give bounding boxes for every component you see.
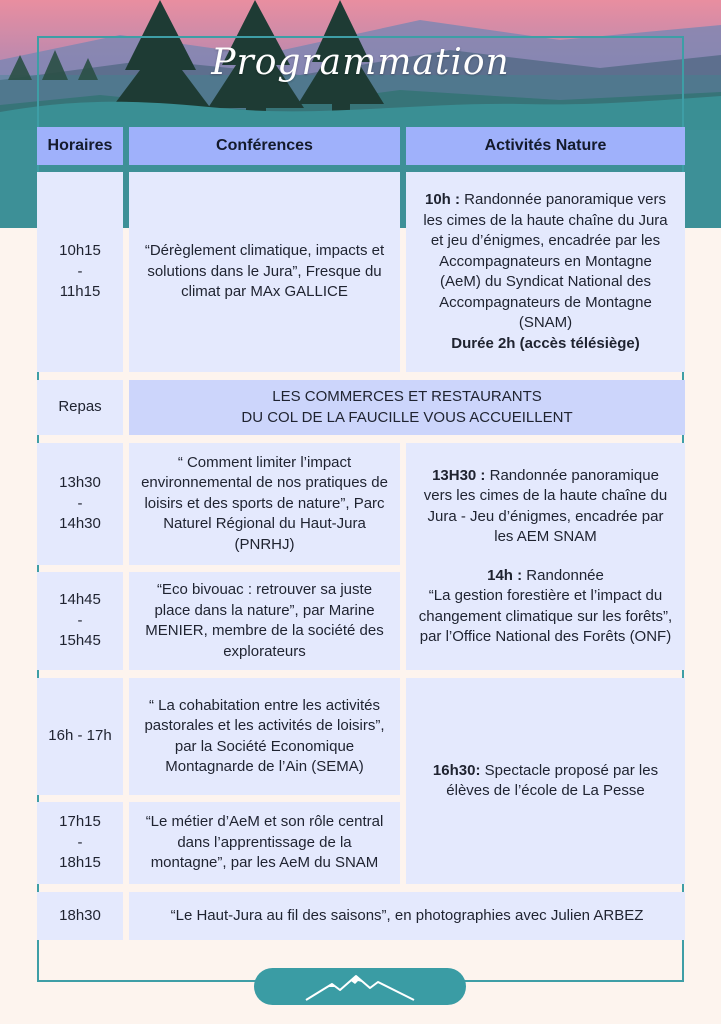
time-cell-row2 [37, 443, 123, 565]
activity-time: 10h : [424, 191, 460, 208]
activity-time: 13H30 : [432, 466, 486, 484]
header-horaires: Horaires [37, 127, 123, 165]
time-separator: - [77, 262, 83, 280]
page-title: Programmation [211, 42, 510, 83]
header-activites-nature: Activités Nature [406, 127, 685, 165]
time-separator: - [77, 611, 83, 629]
time-separator: - [77, 833, 83, 851]
activity-line: et jeu d’énigmes, encadrée par les Accompagnateurs en Montagne (AeM) du Syndicat National des Accompagnateurs de Montagne (SNAM) [430, 232, 661, 331]
activity-text [418, 466, 673, 548]
activity-duration: Durée 2h (accès télésiège) [451, 334, 640, 352]
time-start: 17h15 [59, 813, 101, 831]
time-cell-repas: Repas [37, 380, 123, 435]
time-end: 18h15 [59, 854, 101, 872]
time-start: 13h30 [59, 474, 101, 492]
activity-time: 16h30: [432, 761, 481, 779]
activity-text [420, 761, 671, 802]
activity-line: Randonnée panoramique [464, 191, 634, 208]
repas-line: DU COL DE LA FAUCILLE VOUS ACCUEILLENT [241, 408, 573, 426]
time-end: 14h30 [59, 515, 101, 533]
closing-cell-row6: “Le Haut-Jura au fil des saisons”, en photographies avec Julien ARBEZ [129, 892, 685, 940]
activity-description: Spectacle proposé par les élèves de l’école de La Pesse [446, 761, 659, 799]
activity-description: Randonnée [526, 566, 604, 584]
repas-line: LES COMMERCES ET RESTAURANTS [272, 388, 542, 405]
time-cell-row5 [37, 802, 123, 884]
activity-line: vers les cimes de la haute chaîne du Jura [423, 191, 668, 229]
time-separator: - [77, 494, 83, 512]
activity-cell-afternoon [406, 443, 685, 670]
conference-cell-row5: “Le métier d’AeM et son rôle central dans l’apprentissage de la montagne”, par les AeM du SNAM [129, 802, 400, 884]
repas-cell [129, 380, 685, 435]
activity-cell-row1 [406, 172, 685, 372]
time-cell-row4: 16h - 17h [37, 678, 123, 795]
header-conferences: Conférences [129, 127, 400, 165]
time-end: 11h15 [59, 283, 101, 301]
mountain-icon [304, 972, 416, 1002]
conference-cell-row2: “ Comment limiter l’impact environnemental de nos pratiques de loisirs et des sports de nature”, Parc Naturel Régional du Haut-Jura (PNRHJ) [129, 443, 400, 565]
activity-text [418, 190, 673, 231]
time-cell-row3 [37, 572, 123, 670]
activity-description: Randonnée panoramique vers les cimes de la haute chaîne du Jura - Jeu d’énigmes, encadrée par les AEM SNAM [423, 466, 668, 545]
time-start: 10h15 [59, 242, 101, 260]
conference-cell-row4: “ La cohabitation entre les activités pastorales et les activités de loisirs”, par la Société Economique Montagnarde de l’Ain (SEMA) [129, 678, 400, 795]
time-end: 15h45 [59, 632, 101, 650]
activity-text [487, 566, 604, 587]
activity-cell-evening [406, 678, 685, 884]
conference-cell-row3: “Eco bivouac : retrouver sa juste place dans la nature”, par Marine MENIER, membre de la société des explorateurs [129, 572, 400, 670]
activity-time: 14h : [487, 566, 523, 584]
time-start: 14h45 [59, 591, 101, 609]
time-cell-row6: 18h30 [37, 892, 123, 940]
time-cell-row1 [37, 172, 123, 372]
footer-pill [254, 968, 466, 1005]
activity-description: “La gestion forestière et l’impact du changement climatique sur les forêts”, par l’Office National des Forêts (ONF) [418, 587, 673, 645]
conference-cell-row1: “Dérèglement climatique, impacts et solutions dans le Jura”, Fresque du climat par MAx GALLICE [129, 172, 400, 372]
